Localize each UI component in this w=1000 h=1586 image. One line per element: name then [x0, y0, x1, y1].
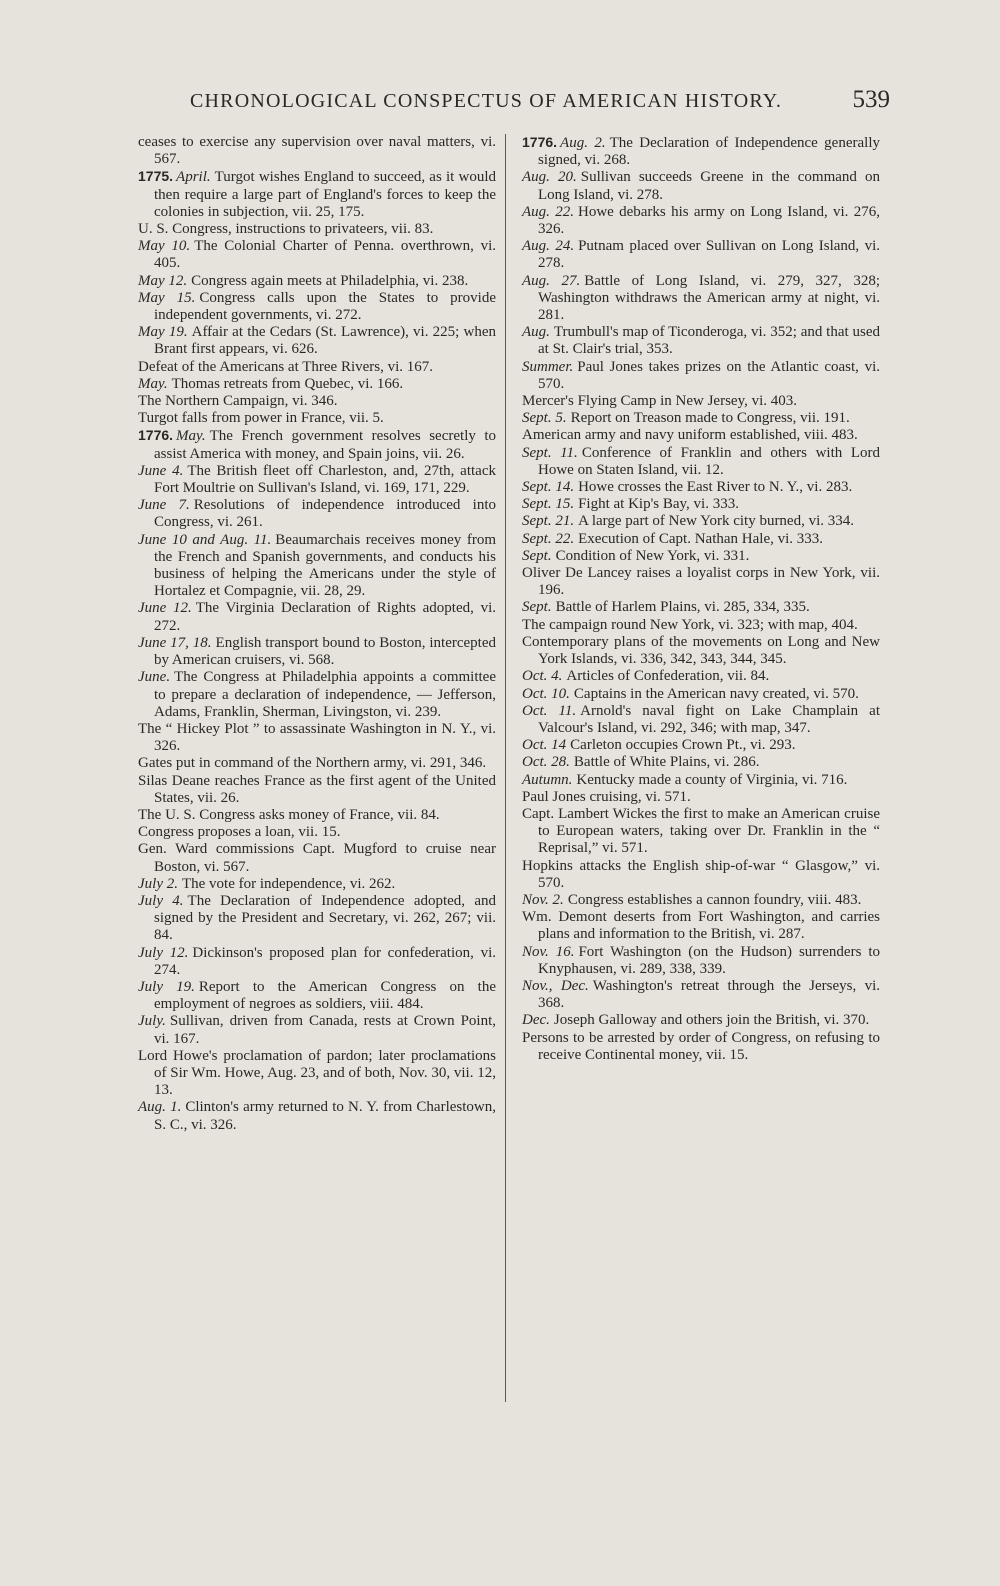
entry-date: June 4. — [138, 462, 184, 479]
chronology-entry — [522, 599, 880, 616]
chronology-entry — [138, 635, 496, 669]
chronology-entry — [138, 273, 496, 290]
entry-text: Articles of Confederation, vii. 84. — [566, 668, 770, 685]
entry-text: Contemporary plans of the movements on Long and New York Islands, vi. 336, 342, 343, 344, 345. — [522, 633, 880, 668]
running-header — [190, 86, 890, 120]
entry-text: The “ Hickey Plot ” to assassinate Washington in N. Y., vi. 326. — [138, 720, 496, 755]
chronology-entry — [522, 134, 880, 169]
entry-text: The Virginia Declaration of Rights adopted, vi. 272. — [154, 600, 496, 634]
chronology-entry — [138, 376, 496, 393]
chronology-entry — [138, 134, 496, 168]
entry-date: Dec. — [522, 1012, 550, 1029]
entry-date: April. — [176, 169, 211, 186]
chronology-entry — [138, 393, 496, 410]
entry-text: Hopkins attacks the English ship-of-war “ Glasgow,” vi. 570. — [522, 857, 880, 891]
entry-date: Autumn. — [522, 771, 573, 788]
entry-text: Trumbull's map of Ticonderoga, vi. 352; and that used at St. Clair's trial, 353. — [538, 324, 880, 358]
entry-text: Howe debarks his army on Long Island, vi. 276, 326. — [538, 203, 880, 238]
entry-date: July 12. — [138, 944, 189, 961]
entry-date: May 10. — [138, 238, 191, 255]
entry-date: Sept. 21. — [522, 513, 575, 530]
entry-text: The U. S. Congress asks money of France, vii. 84. — [138, 806, 440, 823]
entry-text: Congress calls upon the States to provide independent governments, vi. 272. — [154, 289, 497, 324]
chronology-entry — [522, 978, 880, 1012]
entry-date: Aug. 24. — [522, 238, 575, 255]
entry-text: Battle of Harlem Plains, vi. 285, 334, 335. — [555, 599, 810, 616]
chronology-entry — [138, 221, 496, 238]
entry-date: Sept. 11. — [522, 444, 578, 461]
entry-date: Oct. 14 — [522, 737, 567, 754]
entry-date: Oct. 28. — [522, 754, 570, 771]
chronology-entry — [522, 531, 880, 548]
chronology-entry — [522, 169, 880, 203]
entry-date: Nov. 16. — [522, 943, 575, 960]
chronology-entry — [138, 876, 496, 893]
entry-text: Turgot wishes England to succeed, as it would then require a large part of England's forces to keep the colonies in subjection, vii. 25, 175. — [154, 169, 496, 220]
chronology-entry — [138, 238, 496, 272]
entry-text: Report on Treason made to Congress, vii. 191. — [570, 410, 850, 427]
entry-text: Paul Jones takes prizes on the Atlantic coast, vi. 570. — [538, 358, 880, 392]
entry-text: Battle of White Plains, vi. 286. — [573, 754, 760, 771]
chronology-entry — [522, 1012, 880, 1029]
entry-text: Putnam placed over Sullivan on Long Island, vi. 278. — [538, 238, 880, 272]
chronology-entry — [138, 979, 496, 1013]
chronology-entry — [522, 393, 880, 410]
chronology-entry — [138, 824, 496, 841]
entry-date: Sept. 22. — [522, 530, 575, 547]
entry-date: Sept. — [522, 547, 552, 564]
chronology-entry — [522, 548, 880, 565]
column-divider — [505, 134, 506, 1402]
entry-date: Sept. 14. — [522, 479, 575, 496]
entry-text: The Congress at Philadelphia appoints a committee to prepare a declaration of independence, — Jefferson, Adams, Franklin, Sherman, Livingston, vi. 239. — [154, 669, 496, 720]
chronology-entry — [522, 703, 880, 737]
entry-date: May. — [138, 375, 168, 392]
entry-text: Affair at the Cedars (St. Lawrence), vi. 225; when Brant first appears, vi. 626. — [154, 324, 497, 358]
chronology-entry — [138, 669, 496, 721]
chronology-entry — [138, 893, 496, 945]
entry-text: Joseph Galloway and others join the British, vi. 370. — [553, 1012, 870, 1029]
entry-text: Battle of Long Island, vi. 279, 327, 328; Washington withdraws the American army at night, vi. 281. — [538, 272, 880, 324]
chronology-entry — [522, 410, 880, 427]
entry-text: Conference of Franklin and others with Lord Howe on Staten Island, vii. 12. — [538, 444, 880, 478]
entry-date: May 12. — [138, 272, 188, 289]
entry-date: Sept. 5. — [522, 410, 567, 427]
entry-date: Nov., Dec. — [522, 977, 589, 994]
entry-date: Aug. — [522, 324, 550, 341]
chronology-entry — [138, 600, 496, 634]
chronology-entry — [522, 772, 880, 789]
entry-date: Aug. 27. — [522, 272, 581, 289]
entry-text: The campaign round New York, vi. 323; with map, 404. — [522, 616, 858, 633]
chronology-entry — [522, 1030, 880, 1064]
entry-text: Paul Jones cruising, vi. 571. — [522, 788, 691, 805]
entry-text: The Northern Campaign, vi. 346. — [138, 393, 338, 410]
entry-text: Arnold's naval fight on Lake Champlain at Valcour's Island, vi. 292, 346; with map, 347. — [538, 702, 881, 736]
entry-text: Silas Deane reaches France as the first agent of the United States, vii. 26. — [138, 772, 496, 806]
right-column — [522, 134, 880, 1064]
chronology-entry — [138, 1099, 496, 1133]
entry-text: Congress establishes a cannon foundry, viii. 483. — [567, 891, 862, 908]
entry-text: Captains in the American navy created, vi. 570. — [573, 685, 859, 702]
entry-text: Kentucky made a county of Virginia, vi. 716. — [576, 771, 848, 788]
entry-date: July 19. — [138, 978, 195, 995]
entry-text: Lord Howe's proclamation of pardon; later proclamations of Sir Wm. Howe, Aug. 23, and of both, Nov. 30, vii. 12, 13. — [138, 1047, 496, 1099]
chronology-entry — [138, 427, 496, 462]
chronology-entry — [138, 773, 496, 807]
chronology-entry — [138, 359, 496, 376]
chronology-entry — [522, 634, 880, 668]
chronology-entry — [522, 427, 880, 444]
chronology-entry — [522, 513, 880, 530]
entry-date: Aug. 1. — [138, 1099, 182, 1116]
chronology-entry — [522, 359, 880, 393]
entry-date: Summer. — [522, 358, 574, 375]
entry-date: Nov. 2. — [522, 891, 564, 908]
entry-date: May. — [176, 428, 206, 445]
chronology-entry — [522, 273, 880, 325]
entry-text: Defeat of the Americans at Three Rivers, vi. 167. — [138, 358, 434, 375]
entry-date: July 4. — [138, 892, 184, 909]
chronology-entry — [522, 737, 880, 754]
left-column — [138, 134, 496, 1134]
entry-text: Congress again meets at Philadelphia, vi. 238. — [191, 272, 469, 289]
chronology-entry — [138, 1013, 496, 1047]
entry-text: Howe crosses the East River to N. Y., vi. 283. — [578, 479, 853, 496]
chronology-entry — [522, 909, 880, 943]
page-number: 539 — [852, 86, 890, 113]
entry-text: The Declaration of Independence generally signed, vi. 268. — [538, 135, 880, 169]
entry-date: June 7. — [138, 497, 190, 514]
chronology-entry — [522, 686, 880, 703]
entry-year: 1775. — [138, 168, 174, 185]
entry-date: July 2. — [138, 875, 178, 892]
chronology-entry — [522, 479, 880, 496]
entry-date: Aug. 20. — [522, 169, 577, 186]
entry-year: 1776. — [522, 134, 558, 150]
entry-date: July. — [138, 1013, 166, 1030]
chronology-entry — [522, 617, 880, 634]
entry-text: Report to the American Congress on the employment of negroes as soldiers, viii. 484. — [154, 978, 496, 1013]
entry-date: Oct. 4. — [522, 668, 563, 685]
entry-text: The Declaration of Independence adopted, and signed by the President and Secretary, vi. 262, 267; vii. 84. — [154, 892, 497, 944]
chronology-entry — [138, 807, 496, 824]
entry-text: Execution of Capt. Nathan Hale, vi. 333. — [578, 530, 824, 547]
entry-text: Wm. Demont deserts from Fort Washington, and carries plans and information to the British, vi. 287. — [522, 909, 880, 943]
chronology-entry — [138, 168, 496, 221]
entry-date: Oct. 11. — [522, 702, 577, 719]
entry-date: June 10 and Aug. 11. — [138, 531, 272, 548]
entry-text: Beaumarchais receives money from the French and Spanish governments, and conducts his business of helping the Americans under the style of Hortalez et Compagnie, vii. 28, 29. — [154, 531, 496, 600]
entry-date: Aug. 22. — [522, 203, 574, 220]
entry-text: Sullivan succeeds Greene in the command on Long Island, vi. 278. — [538, 169, 880, 203]
entry-date: June 17, 18. — [138, 634, 212, 651]
chronology-entry — [138, 532, 496, 601]
chronology-entry — [522, 892, 880, 909]
chronology-entry — [522, 858, 880, 892]
chronology-entry — [522, 806, 880, 858]
entry-text: Clinton's army returned to N. Y. from Charlestown, S. C., vi. 326. — [154, 1099, 496, 1133]
entry-date: May 19. — [138, 324, 188, 341]
entry-text: Capt. Lambert Wickes the first to make an American cruise to European waters, taking over Dr. Franklin in the “ Reprisal,” vi. 571. — [522, 805, 880, 857]
chronology-entry — [522, 754, 880, 771]
chronology-entry — [522, 496, 880, 513]
chronology-entry — [522, 565, 880, 599]
entry-text: American army and navy uniform established, viii. 483. — [522, 427, 858, 444]
entry-text: Resolutions of independence introduced into Congress, vi. 261. — [154, 497, 496, 531]
entry-text: Thomas retreats from Quebec, vi. 166. — [171, 375, 404, 392]
entry-text: Fort Washington (on the Hudson) surrenders to Knyphausen, vi. 289, 338, 339. — [538, 943, 880, 977]
entry-text: The Colonial Charter of Penna. overthrown, vi. 405. — [154, 238, 497, 272]
chronology-entry — [138, 410, 496, 427]
entry-date: Sept. — [522, 599, 552, 616]
chronology-entry — [522, 789, 880, 806]
entry-text: Turgot falls from power in France, vii. 5. — [138, 410, 384, 427]
chronology-entry — [522, 668, 880, 685]
entry-text: Carleton occupies Crown Pt., vi. 293. — [570, 737, 796, 754]
chronology-entry — [138, 463, 496, 497]
chronology-entry — [522, 944, 880, 978]
entry-text: Gen. Ward commissions Capt. Mugford to cruise near Boston, vi. 567. — [138, 841, 496, 875]
entry-text: Fight at Kip's Bay, vi. 333. — [578, 496, 739, 513]
chronology-entry — [522, 445, 880, 479]
entry-text: English transport bound to Boston, intercepted by American cruisers, vi. 568. — [154, 634, 496, 669]
entry-text: Washington's retreat through the Jerseys, vi. 368. — [538, 977, 880, 1012]
entry-date: June 12. — [138, 600, 192, 617]
entry-text: Gates put in command of the Northern army, vi. 291, 346. — [138, 755, 487, 772]
entry-text: Dickinson's proposed plan for confederation, vi. 274. — [154, 944, 496, 978]
entry-text: Oliver De Lancey raises a loyalist corps in New York, vii. 196. — [522, 565, 880, 599]
chronology-entry — [138, 945, 496, 979]
entry-text: A large part of New York city burned, vi. 334. — [578, 513, 855, 530]
chronology-entry — [138, 721, 496, 755]
chronology-entry — [138, 841, 496, 875]
chronology-entry — [138, 497, 496, 531]
entry-text: The British fleet off Charleston, and, 27th, attack Fort Moultrie on Sullivan's Island, vi. 169, 171, 229. — [154, 462, 496, 497]
entry-text: Mercer's Flying Camp in New Jersey, vi. 403. — [522, 393, 798, 410]
entry-date: Aug. 2. — [560, 135, 606, 151]
entry-text: ceases to exercise any supervision over naval matters, vi. 567. — [138, 134, 496, 168]
entry-text: The French government resolves secretly to assist America with money, and Spain joins, vii. 26. — [154, 428, 496, 462]
entry-date: Oct. 10. — [522, 685, 570, 702]
chronology-entry — [138, 1048, 496, 1100]
entry-text: Persons to be arrested by order of Congress, on refusing to receive Continental money, vii. 15. — [522, 1029, 880, 1063]
entry-text: Sullivan, driven from Canada, rests at Crown Point, vi. 167. — [154, 1013, 496, 1047]
chronology-entry — [522, 204, 880, 238]
entry-text: The vote for independence, vi. 262. — [181, 875, 396, 892]
entry-date: May 15. — [138, 289, 196, 306]
chronology-entry — [138, 755, 496, 772]
entry-date: Sept. 15. — [522, 496, 575, 513]
entry-year: 1776. — [138, 427, 174, 444]
chronology-entry — [522, 324, 880, 358]
chronology-entry — [522, 238, 880, 272]
chronology-entry — [138, 324, 496, 358]
entry-text: U. S. Congress, instructions to privateers, vii. 83. — [138, 221, 434, 238]
running-title: CHRONOLOGICAL CONSPECTUS OF AMERICAN HISTORY. — [190, 90, 783, 112]
entry-text: Condition of New York, vi. 331. — [555, 547, 750, 564]
chronology-entry — [138, 290, 496, 324]
entry-text: Congress proposes a loan, vii. 15. — [138, 824, 341, 841]
entry-date: June. — [138, 669, 171, 686]
